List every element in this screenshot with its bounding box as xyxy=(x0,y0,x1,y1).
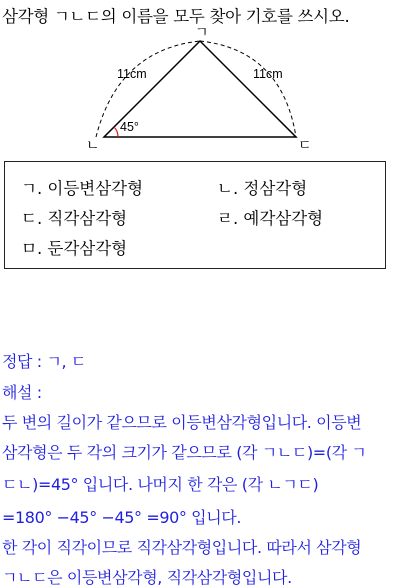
choice-item: ㅁ. 둔각삼각형 xyxy=(21,239,128,258)
angle-label: 45° xyxy=(120,120,139,134)
explanation-line: ㄱㄴㄷ은 이등변삼각형, 직각삼각형입니다. xyxy=(2,568,292,587)
choice-box xyxy=(4,161,386,269)
choice-item: ㄱ. 이등변삼각형 xyxy=(21,179,144,198)
triangle-diagram xyxy=(0,28,400,158)
vertex-label-right: ㄷ xyxy=(298,138,312,154)
side-label-right: 11cm xyxy=(253,67,283,81)
vertex-label-left: ㄴ xyxy=(86,138,100,154)
arc-left xyxy=(96,41,200,137)
explanation-line: 한 각이 직각이므로 직각삼각형입니다. 따라서 삼각형 xyxy=(2,538,362,557)
explanation-heading: 해설 : xyxy=(2,383,42,402)
angle-mark xyxy=(114,127,118,137)
choice-item: ㄴ. 정삼각형 xyxy=(217,179,308,198)
explanation-line: 두 변의 길이가 같으므로 이등변삼각형입니다. 이등변 xyxy=(2,413,362,432)
explanation-line: =180° −45° −45° =90° 입니다. xyxy=(2,508,242,527)
choice-item: ㄹ. 예각삼각형 xyxy=(217,209,324,228)
choice-item: ㄷ. 직각삼각형 xyxy=(21,209,128,228)
answer-line: 정답 : ㄱ, ㄷ xyxy=(2,352,86,371)
explanation-line: ㄷㄴ)=45° 입니다. 나머지 한 각은 (각 ㄴㄱㄷ) xyxy=(2,475,319,494)
question-text: 삼각형 ㄱㄴㄷ의 이름을 모두 찾아 기호를 쓰시오. xyxy=(2,7,350,26)
side-label-left: 11cm xyxy=(117,67,147,81)
explanation-line: 삼각형은 두 각의 크기가 같으므로 (각 ㄱㄴㄷ)=(각 ㄱ xyxy=(2,443,367,462)
vertex-label-top: ㄱ xyxy=(195,28,209,41)
triangle-figure xyxy=(0,28,400,158)
